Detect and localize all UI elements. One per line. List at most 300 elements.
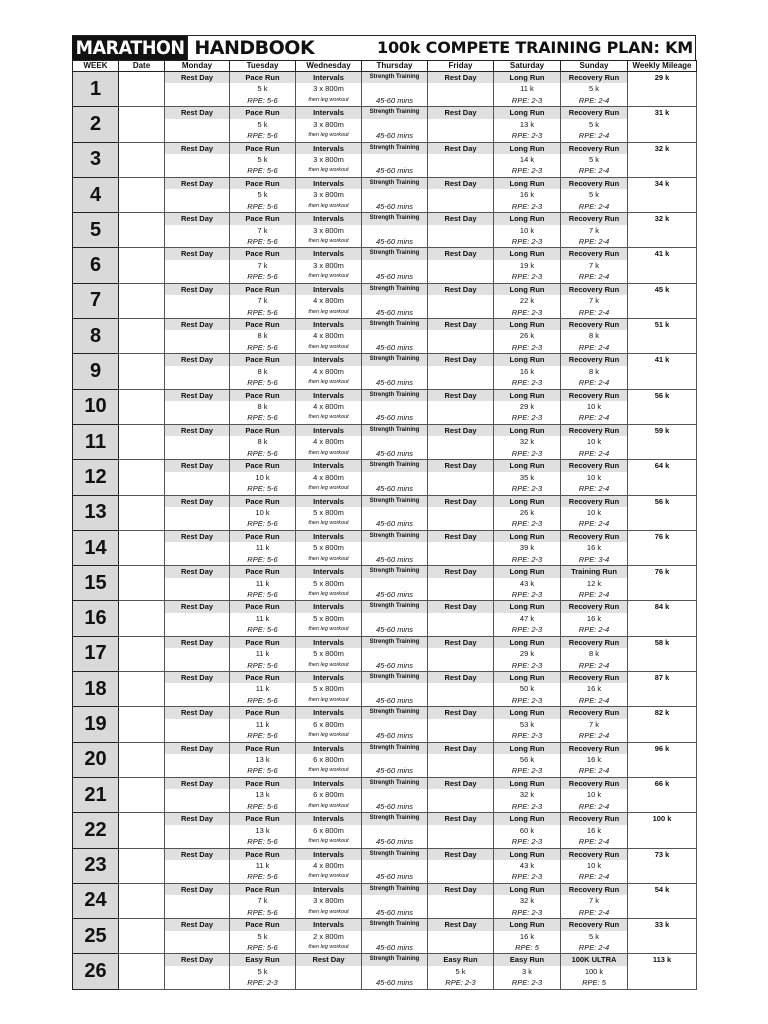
workout-distance: 16 k [519,931,535,941]
workout-note: RPE: 2-4 [578,519,610,529]
date-cell[interactable] [119,213,165,248]
friday-cell [428,177,494,212]
workout-distance [362,436,427,447]
workout-note: 45-60 mins [375,236,414,246]
workout-distance [165,119,229,130]
workout-note: then leg workout [308,167,349,174]
workout-distance: 11 k [255,613,270,623]
workout-name: Rest Day [296,954,361,965]
workout-distance: 7 k [257,225,268,235]
weekly-mileage: 84 k [628,601,697,636]
sunday-cell [561,919,628,954]
workout-distance: 5 k [257,154,268,164]
wednesday-cell [296,566,362,601]
table-row [73,742,697,777]
monday-cell [165,848,230,883]
workout-name: Rest Day [165,496,229,507]
monday-cell [165,213,230,248]
workout-note: RPE: 5-6 [247,766,278,776]
workout-note [165,589,229,600]
workout-name: Long Run [494,178,560,189]
workout-distance: 11 k [255,719,270,729]
sunday-cell [561,354,628,389]
workout-note: 45-60 mins [375,307,414,317]
saturday-cell [494,883,561,918]
date-cell[interactable] [119,142,165,177]
week-number: 13 [73,495,119,530]
week-number: 3 [73,142,119,177]
workout-name: Rest Day [165,919,229,930]
workout-name: Rest Day [165,884,229,895]
table-row [73,495,697,530]
workout-distance [428,754,493,765]
thursday-cell [362,460,428,495]
monday-cell [165,177,230,212]
workout-name: Intervals [296,319,361,330]
workout-note: RPE: 5-6 [247,942,278,952]
workout-note [428,448,493,459]
workout-distance: 13 k [519,119,535,129]
monday-cell [165,107,230,142]
workout-note: RPE: 2-3 [511,695,543,705]
workout-distance [428,189,493,200]
friday-cell [428,248,494,283]
workout-name: Intervals [296,496,361,507]
workout-note: RPE: 2-3 [511,872,543,882]
workout-note [165,554,229,565]
week-number: 4 [73,177,119,212]
monday-cell [165,672,230,707]
workout-distance [428,683,493,694]
date-cell[interactable] [119,636,165,671]
workout-distance: 22 k [519,296,535,306]
workout-note [428,483,493,494]
date-cell[interactable] [119,848,165,883]
workout-distance: 5 k [257,119,268,129]
workout-note: RPE: 5-6 [247,131,278,141]
workout-note [428,907,493,918]
workout-distance [428,225,493,236]
wednesday-cell [296,72,362,107]
date-cell[interactable] [119,742,165,777]
workout-note: 45-60 mins [375,695,414,705]
sunday-cell [561,601,628,636]
workout-name: Recovery Run [561,919,627,930]
workout-note: then leg workout [308,343,349,350]
workout-distance: 4 x 800m [313,366,344,376]
workout-note: RPE: 5-6 [247,166,278,176]
workout-name: Rest Day [428,143,493,154]
monday-cell [165,954,230,989]
workout-name: Rest Day [165,390,229,401]
workout-distance: 16 k [519,190,535,200]
workout-name: Strength Training [362,143,427,154]
workout-note: then leg workout [308,379,349,386]
monday-cell [165,742,230,777]
workout-distance [428,119,493,130]
date-cell[interactable] [119,672,165,707]
date-cell[interactable] [119,72,165,107]
thursday-cell [362,672,428,707]
thursday-cell [362,742,428,777]
monday-cell [165,495,230,530]
workout-name: Strength Training [362,778,427,789]
friday-cell [428,707,494,742]
workout-note: 45-60 mins [375,837,414,847]
wednesday-cell [296,707,362,742]
saturday-cell [494,954,561,989]
weekly-mileage: 76 k [628,530,697,565]
workout-name: Easy Run [230,954,295,965]
friday-cell [428,672,494,707]
friday-cell [428,142,494,177]
workout-note: then leg workout [308,96,349,103]
date-cell[interactable] [119,495,165,530]
friday-cell [428,848,494,883]
thursday-cell [362,636,428,671]
date-cell[interactable] [119,319,165,354]
thursday-cell [362,142,428,177]
saturday-cell [494,389,561,424]
friday-cell [428,354,494,389]
thursday-cell [362,495,428,530]
workout-note: RPE: 2-4 [578,695,610,705]
workout-distance: 8 k [588,649,599,659]
column-header: Weekly Mileage [628,61,697,72]
saturday-cell [494,354,561,389]
date-cell[interactable] [119,530,165,565]
workout-name: Rest Day [428,813,493,824]
workout-name: Pace Run [230,178,295,189]
workout-name: Long Run [494,813,560,824]
saturday-cell [494,248,561,283]
workout-distance: 35 k [519,472,535,482]
workout-note [428,942,493,953]
wednesday-cell [296,389,362,424]
table-row [73,919,697,954]
workout-name: Rest Day [428,496,493,507]
weekly-mileage: 82 k [628,707,697,742]
saturday-cell [494,777,561,812]
workout-name: Rest Day [165,213,229,224]
workout-distance [428,860,493,871]
saturday-cell [494,672,561,707]
tuesday-cell [230,813,296,848]
workout-distance: 10 k [255,472,270,482]
workout-name: Long Run [494,354,560,365]
saturday-cell [494,566,561,601]
workout-distance: 4 x 800m [313,472,344,482]
workout-note [165,342,229,353]
table-row [73,954,697,989]
workout-note: RPE: 2-3 [511,131,543,141]
tuesday-cell [230,707,296,742]
workout-note: 45-60 mins [375,660,414,670]
workout-note: RPE: 2-4 [578,766,610,776]
week-number: 10 [73,389,119,424]
workout-distance: 13 k [255,825,270,835]
workout-name: Intervals [296,213,361,224]
week-number: 22 [73,813,119,848]
tuesday-cell [230,672,296,707]
workout-name: Long Run [494,778,560,789]
workout-distance: 5 k [588,84,599,94]
workout-distance: 4 x 800m [313,331,344,341]
workout-name: Long Run [494,425,560,436]
monday-cell [165,636,230,671]
workout-distance [428,825,493,836]
workout-name: Strength Training [362,390,427,401]
week-number: 6 [73,248,119,283]
table-row [73,777,697,812]
weekly-mileage: 32 k [628,142,697,177]
workout-note: 45-60 mins [375,95,414,105]
workout-note [428,377,493,388]
workout-distance [362,860,427,871]
saturday-cell [494,142,561,177]
workout-distance [428,436,493,447]
week-number: 21 [73,777,119,812]
workout-distance: 43 k [519,860,535,870]
workout-distance: 26 k [519,507,535,517]
workout-note: RPE: 5-6 [247,342,278,352]
tuesday-cell [230,495,296,530]
date-cell[interactable] [119,107,165,142]
sunday-cell [561,672,628,707]
saturday-cell [494,813,561,848]
workout-name: Intervals [296,390,361,401]
wednesday-cell [296,142,362,177]
workout-note [428,730,493,741]
workout-distance: 47 k [519,613,535,623]
workout-note [165,942,229,953]
workout-note: RPE: 2-4 [578,660,610,670]
table-row [73,107,697,142]
table-row [73,566,697,601]
friday-cell [428,636,494,671]
workout-name: Strength Training [362,672,427,683]
date-cell[interactable] [119,354,165,389]
date-cell[interactable] [119,424,165,459]
thursday-cell [362,177,428,212]
workout-distance: 8 k [257,402,268,412]
week-number: 20 [73,742,119,777]
tuesday-cell [230,530,296,565]
sunday-cell [561,883,628,918]
workout-name: Rest Day [165,707,229,718]
column-header: Tuesday [230,61,296,72]
workout-name: Long Run [494,390,560,401]
workout-note: then leg workout [308,520,349,527]
date-cell[interactable] [119,954,165,989]
weekly-mileage: 64 k [628,460,697,495]
workout-distance [362,154,427,165]
workout-name: Intervals [296,637,361,648]
workout-note [428,130,493,141]
workout-note: RPE: 5-6 [247,236,278,246]
table-row [73,248,697,283]
table-row [73,883,697,918]
weekly-mileage: 96 k [628,742,697,777]
sunday-cell [561,389,628,424]
workout-name: Strength Training [362,284,427,295]
workout-name: Pace Run [230,213,295,224]
date-cell[interactable] [119,601,165,636]
wednesday-cell [296,424,362,459]
week-number: 5 [73,213,119,248]
workout-distance: 5 k [588,931,599,941]
date-cell[interactable] [119,283,165,318]
workout-note [428,201,493,212]
workout-name: Pace Run [230,390,295,401]
workout-name: Intervals [296,778,361,789]
workout-note: RPE: 5-6 [247,589,278,599]
workout-distance [428,648,493,659]
week-number: 23 [73,848,119,883]
workout-note [165,201,229,212]
date-cell[interactable] [119,813,165,848]
logo-marathon: MARATHON [72,36,188,60]
workout-distance: 7 k [588,896,599,906]
workout-distance: 8 k [257,331,268,341]
workout-name: Pace Run [230,107,295,118]
workout-note [428,589,493,600]
column-header: Sunday [561,61,628,72]
table-row [73,177,697,212]
workout-name: Long Run [494,601,560,612]
date-cell[interactable] [119,883,165,918]
date-cell[interactable] [119,919,165,954]
weekly-mileage: 31 k [628,107,697,142]
workout-distance: 11 k [255,543,270,553]
workout-name: Long Run [494,849,560,860]
monday-cell [165,919,230,954]
workout-name: Strength Training [362,884,427,895]
workout-name: Strength Training [362,919,427,930]
workout-note: RPE: 2-4 [578,484,610,494]
date-cell[interactable] [119,460,165,495]
thursday-cell [362,566,428,601]
date-cell[interactable] [119,248,165,283]
workout-name: Pace Run [230,319,295,330]
workout-note: RPE: 5-6 [247,95,278,105]
workout-note: RPE: 2-3 [511,589,543,599]
workout-distance [165,83,229,94]
workout-name: Intervals [296,354,361,365]
date-cell[interactable] [119,389,165,424]
workout-distance: 29 k [519,649,535,659]
workout-distance: 26 k [519,331,535,341]
workout-name: Pace Run [230,743,295,754]
workout-name: Intervals [296,884,361,895]
workout-distance [428,260,493,271]
workout-note: 45-60 mins [375,872,414,882]
workout-distance [362,507,427,518]
workout-distance: 5 k [257,931,268,941]
workout-note: then leg workout [308,414,349,421]
workout-name: Rest Day [165,849,229,860]
workout-distance: 4 x 800m [313,402,344,412]
workout-name: Easy Run [428,954,493,965]
monday-cell [165,530,230,565]
wednesday-cell [296,283,362,318]
workout-distance: 43 k [519,578,535,588]
sunday-cell [561,424,628,459]
workout-note: RPE: 2-4 [578,272,610,282]
workout-note: RPE: 5 [515,942,539,952]
workout-name: Pace Run [230,284,295,295]
date-cell[interactable] [119,707,165,742]
workout-note [165,95,229,106]
workout-name: Rest Day [428,778,493,789]
workout-distance: 16 k [586,755,602,765]
workout-distance [362,754,427,765]
date-cell[interactable] [119,177,165,212]
workout-name: Intervals [296,72,361,83]
workout-name: Rest Day [428,531,493,542]
workout-distance: 3 x 800m [313,260,344,270]
saturday-cell [494,530,561,565]
workout-name: Rest Day [428,460,493,471]
workout-name: Long Run [494,72,560,83]
week-number: 16 [73,601,119,636]
workout-name: Rest Day [428,425,493,436]
workout-name: Recovery Run [561,849,627,860]
tuesday-cell [230,636,296,671]
tuesday-cell [230,742,296,777]
workout-name: Recovery Run [561,637,627,648]
tuesday-cell [230,777,296,812]
workout-name: Rest Day [428,743,493,754]
workout-distance [428,154,493,165]
workout-name: Rest Day [165,813,229,824]
workout-note [296,977,361,988]
workout-distance [428,330,493,341]
saturday-cell [494,707,561,742]
workout-note [165,518,229,529]
workout-distance [165,189,229,200]
workout-distance: 3 x 800m [313,225,344,235]
weekly-mileage: 56 k [628,389,697,424]
workout-name: Rest Day [165,460,229,471]
workout-distance [362,648,427,659]
date-cell[interactable] [119,566,165,601]
workout-name: Easy Run [494,954,560,965]
workout-name: Intervals [296,248,361,259]
friday-cell [428,954,494,989]
workout-distance [165,966,229,977]
sunday-cell [561,566,628,601]
wednesday-cell [296,919,362,954]
workout-name: Intervals [296,178,361,189]
workout-distance [165,789,229,800]
workout-distance [362,401,427,412]
workout-note [165,765,229,776]
wednesday-cell [296,742,362,777]
workout-name: Strength Training [362,813,427,824]
friday-cell [428,107,494,142]
workout-note: then leg workout [308,661,349,668]
workout-name: Rest Day [165,601,229,612]
thursday-cell [362,72,428,107]
saturday-cell [494,742,561,777]
workout-name: Pace Run [230,531,295,542]
thursday-cell [362,848,428,883]
date-cell[interactable] [119,777,165,812]
workout-note: RPE: 5-6 [247,307,278,317]
workout-name: Recovery Run [561,319,627,330]
workout-distance [165,860,229,871]
